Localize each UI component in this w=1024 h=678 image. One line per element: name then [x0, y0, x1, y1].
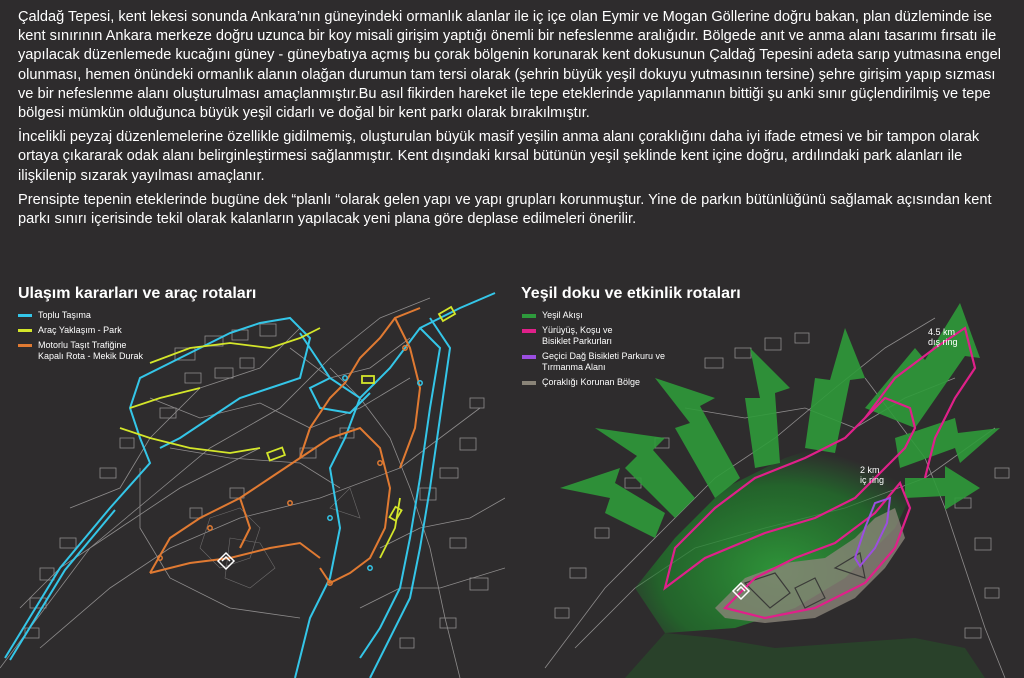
- bus-stop: [368, 566, 372, 570]
- legend-label: Araç Yaklaşım - Park: [38, 325, 122, 335]
- inner-ring-distance-label: 2 km: [860, 465, 880, 475]
- shuttle-stop: [378, 461, 382, 465]
- legend-item-green-flow: [522, 310, 692, 321]
- legend-item-mountain-bike: [522, 351, 692, 373]
- green-fade-area: [625, 633, 985, 678]
- outer-ring-distance-label: 4.5 km: [928, 327, 956, 337]
- paragraph-3: Prensipte tepenin eteklerinde bugüne dek “planlı “olarak gelen yapı ve yapı grupları korunmuştur. Yine de parkın bütünlüğünü sağlamak açısından kent parkı sınırı içerisinde tekil olarak kalanların yapılacak yeni plana göre deplase edilmeleri önerilir.: [18, 191, 992, 228]
- legend-swatch: [18, 314, 32, 317]
- green-flow-arrow: [745, 348, 790, 468]
- legend-item-car-approach: [18, 325, 188, 336]
- shuttle-route: [150, 308, 420, 583]
- shuttle-stop: [158, 556, 162, 560]
- green-panel-title: Yeşil doku ve etkinlik rotaları: [521, 285, 741, 302]
- legend-swatch: [522, 381, 536, 385]
- legend-item-shuttle-route: [18, 340, 188, 362]
- legend-swatch: [522, 329, 536, 333]
- transport-panel-title: Ulaşım kararları ve araç rotaları: [18, 285, 257, 302]
- paragraph-2: İncelikli peyzaj düzenlemelerine özellikle gidilmemiş, oluşturulan büyük masif yeşilin anma alanı çoraklığını daha iyi ifade etmesi ve bir tampon olarak ortaya çıkararak odak alanı belirginleştirmesi sağlanmıştır. Kent dışındaki kırsal bütünün yeşil şeklinde kent içine doğru, ardılındaki park alanları ile ilişkilenip sızarak yayılması amaçlanır.: [18, 129, 980, 184]
- outer-ring-name-label: dış ring: [928, 337, 958, 347]
- legend-label: Çoraklığı Korunan Bölge: [542, 377, 641, 387]
- legend-swatch: [18, 329, 32, 332]
- green-flow-arrow: [865, 303, 980, 428]
- legend-swatch: [522, 355, 536, 359]
- bus-stop: [328, 516, 332, 520]
- legend-label: Motorlu Taşıt Trafiğine Kapalı Rota - Mekik Durak: [38, 340, 144, 361]
- green-legend: [522, 310, 692, 392]
- shuttle-stop: [288, 501, 292, 505]
- legend-label: Yeşil Akışı: [542, 310, 583, 320]
- legend-label: Yürüyüş, Koşu ve Bisiklet Parkurları: [542, 325, 613, 346]
- paragraph-1: Çaldağ Tepesi, kent lekesi sonunda Ankara’nın güneyindeki ormanlık alanlar ile iç içe olan Eymir ve Mogan Göllerine doğru bakan, plan düzleminde ise kent sınırının Ankara merkeze doğru uzunca bir koy misali girişim yaptığı önemli bir nefeslenme aralığıdır. Bölgede anıt ve anma alanı tasarımı fırsatı ile yapılacak düzenlemede kucağını güney - güneybatıya açmış bu çorak bölgenin korunarak kent dokusunun Çaldağ Tepesini adeta sarıp yutmasına engel olunması, hemen önündeki ormanlık alanın olağan durumun tam tersi olarak (şehrin büyük yeşil dokuyu yutmasının tersine) şehre girişim yapıp sızması ve bir nefeslenme alanı oluşturulması amaçlanmıştır.Bu asıl fikirden hareket ile tepe eteklerinde yapılanmanın bittiği şu anki sınır güçlendirilmiş ve tepe bölgesi mümkün olduğunca büyük yeşil cidarlı ve doğal bir kent parkı olarak bırakılmıştır.: [18, 9, 1002, 122]
- bus-stop: [343, 376, 347, 380]
- legend-item-public-transport: [18, 310, 188, 321]
- legend-item-barren-zone: [522, 377, 692, 388]
- inner-ring-name-label: iç ring: [860, 475, 885, 485]
- legend-swatch: [522, 314, 536, 318]
- bus-stop: [418, 381, 422, 385]
- legend-label: Toplu Taşıma: [38, 310, 91, 320]
- description-text: [18, 8, 1008, 234]
- transport-legend: [18, 310, 188, 366]
- memorial-symbol: [218, 553, 234, 569]
- green-flow-arrow: [805, 328, 865, 453]
- legend-label: Geçici Dağ Bisikleti Parkuru ve Tırmanma Alanı: [542, 351, 666, 372]
- legend-item-walking-routes: [522, 325, 692, 347]
- shuttle-stop: [208, 526, 212, 530]
- legend-swatch: [18, 344, 32, 347]
